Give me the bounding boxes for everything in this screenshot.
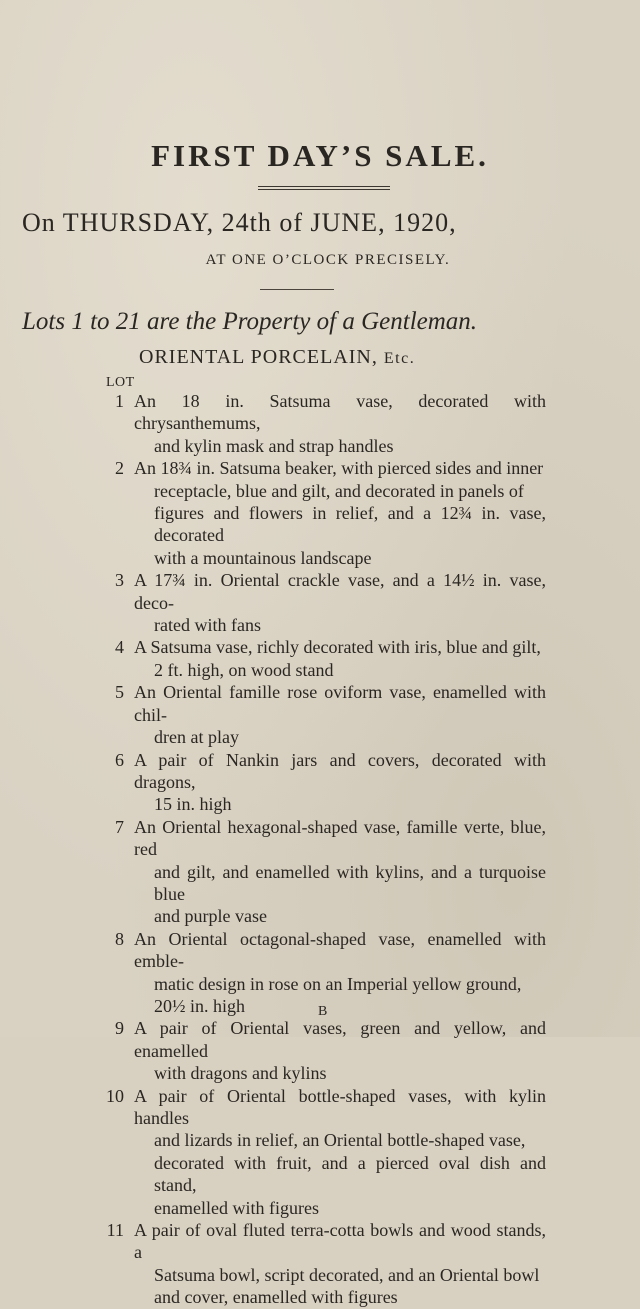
lot-column-header: LOT <box>106 375 135 390</box>
lot-item <box>0 681 640 748</box>
lot-number: 7 <box>115 816 124 837</box>
lot-description-line: An Oriental famille rose oviform vase, enamelled with chil- <box>134 682 546 725</box>
lot-number: 5 <box>115 682 124 703</box>
lot-description-line: An Oriental octagonal-shaped vase, enamelled with emble- <box>134 928 546 972</box>
lot-number: 1 <box>115 391 124 411</box>
lot-description <box>134 1085 546 1219</box>
lot-number: 10 <box>106 1085 124 1106</box>
lot-description-line: 2 ft. high, on wood stand <box>154 659 334 680</box>
lot-description-line: matic design in rose on an Imperial yellow ground, <box>154 973 522 994</box>
lot-description <box>134 1017 546 1084</box>
lot-item <box>0 390 640 457</box>
lot-item <box>0 636 640 681</box>
lot-description <box>134 816 546 928</box>
lot-description-line: decorated with fruit, and a pierced oval dish and stand, <box>154 1152 546 1196</box>
lot-description-line: rated with fans <box>154 615 261 636</box>
section-heading-suffix: Etc. <box>383 350 416 367</box>
lot-description-line: enamelled with figures <box>154 1197 319 1218</box>
sale-date: On THURSDAY, 24th of JUNE, 1920, <box>22 208 457 237</box>
lot-description <box>134 569 546 636</box>
lot-description-line: figures and flowers in relief, and a 12¾ in. vase, decorated <box>154 503 546 546</box>
lot-item <box>0 816 640 928</box>
section-heading <box>139 346 415 369</box>
lot-description <box>134 1219 546 1309</box>
lot-description <box>134 749 546 816</box>
lot-number: 8 <box>115 928 124 949</box>
sale-time: AT ONE O’CLOCK PRECISELY. <box>205 252 451 268</box>
lot-description-line: and lizards in relief, an Oriental bottle-shaped vase, <box>154 1130 526 1151</box>
lot-number: 11 <box>106 1220 124 1241</box>
lot-description-line: A 17¾ in. Oriental crackle vase, and a 14½ in. vase, deco- <box>134 570 546 613</box>
lot-description-line: receptacle, blue and gilt, and decorated in panels of <box>154 480 524 501</box>
lot-description-line: and gilt, and enamelled with kylins, and a turquoise blue <box>154 861 546 904</box>
lot-description-line: Satsuma bowl, script decorated, and an Oriental bowl <box>154 1264 540 1285</box>
lot-description <box>134 457 546 569</box>
lot-description <box>134 928 546 1018</box>
title-divider <box>258 186 390 190</box>
lot-description-line: A pair of Nankin jars and covers, decorated with dragons, <box>134 749 546 792</box>
lot-description <box>134 636 546 681</box>
lot-number: 6 <box>115 749 124 770</box>
lot-item <box>0 1017 640 1084</box>
lot-description-line: An 18 in. Satsuma vase, decorated with chrysanthemums, <box>134 391 546 434</box>
lot-item <box>0 1085 640 1219</box>
lot-description-line: and kylin mask and strap handles <box>154 435 394 456</box>
lot-number: 4 <box>115 637 124 658</box>
lot-number: 9 <box>115 1018 124 1039</box>
lot-number: 3 <box>115 570 124 591</box>
lot-description <box>134 681 546 748</box>
lot-description-line: 20½ in. high <box>154 995 246 1016</box>
lot-description-line: A Satsuma vase, richly decorated with iris, blue and gilt, <box>134 637 541 658</box>
lot-item <box>0 749 640 816</box>
lot-description-line: An 18¾ in. Satsuma beaker, with pierced sides and inner <box>134 458 544 479</box>
section-divider <box>260 289 334 290</box>
lot-description-line: dren at play <box>154 727 239 748</box>
section-heading-text: ORIENTAL PORCELAIN, <box>139 346 378 368</box>
lot-description-line: 15 in. high <box>154 794 232 815</box>
lot-description-line: and cover, enamelled with figures <box>154 1287 398 1308</box>
signature-mark: B <box>318 1004 328 1019</box>
lot-list <box>0 390 640 1309</box>
lot-item <box>0 1219 640 1309</box>
property-statement: Lots 1 to 21 are the Property of a Gentleman. <box>22 308 478 335</box>
lot-description-line: with a mountainous landscape <box>154 547 372 568</box>
lot-description-line: with dragons and kylins <box>154 1063 327 1084</box>
lot-number: 2 <box>115 458 124 479</box>
page-title: FIRST DAY’S SALE. <box>151 138 489 173</box>
lot-description <box>134 390 546 457</box>
lot-description-line: and purple vase <box>154 906 267 927</box>
lot-item <box>0 457 640 569</box>
lot-item <box>0 569 640 636</box>
lot-description-line: An Oriental hexagonal-shaped vase, famille verte, blue, red <box>134 816 546 860</box>
lot-description-line: A pair of oval fluted terra-cotta bowls and wood stands, a <box>134 1220 546 1263</box>
lot-description-line: A pair of Oriental vases, green and yellow, and enamelled <box>134 1018 546 1061</box>
lot-description-line: A pair of Oriental bottle-shaped vases, with kylin handles <box>134 1085 546 1128</box>
